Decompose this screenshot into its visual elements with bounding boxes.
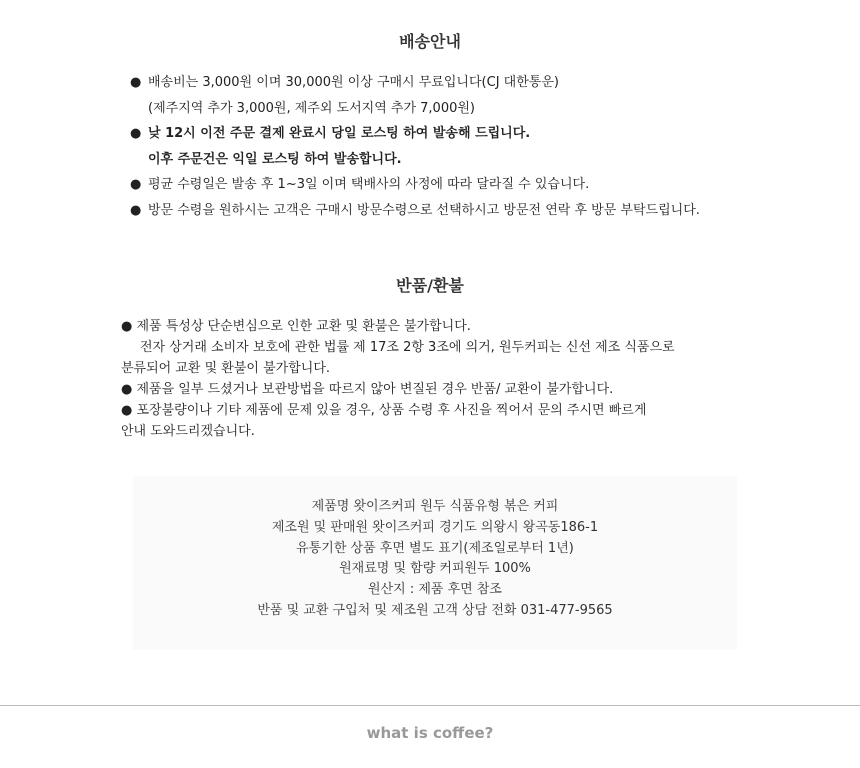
delivery-time-text: 평균 수령일은 발송 후 1~3일 이며 택배사의 사정에 따라 달라질 수 있습니다. <box>148 177 590 192</box>
shipping-fee-text: 배송비는 3,000원 이며 30,000원 이상 구매시 무료입니다(CJ 대한통운) <box>148 75 559 90</box>
bullet-icon: ● <box>130 202 142 218</box>
list-item <box>130 172 700 198</box>
origin-line: 원산지 : 제품 후면 참조 <box>368 582 502 598</box>
expiry-line: 유통기한 상품 후면 별도 표기(제조일로부터 1년) <box>296 540 574 556</box>
list-item <box>130 70 700 96</box>
footer-brand-text: what is coffee? <box>366 724 494 742</box>
ingredients-line: 원재료명 및 함량 커피원두 100% <box>339 561 531 577</box>
returns-line: 전자 상거래 소비자 보호에 관한 법률 제 17조 2항 3조에 의거, 원두커피는 신선 제조 식품으로 <box>140 340 675 355</box>
pickup-text: 방문 수령을 원하시는 고객은 구매시 방문수령으로 선택하시고 방문전 연락 후 방문 부탁드립니다. <box>148 202 700 218</box>
product-info-box <box>133 476 737 650</box>
product-name-line: 제품명 왓이즈커피 원두 식품유형 볶은 커피 <box>311 499 559 514</box>
list-item <box>130 96 700 122</box>
same-day-roasting-text: 낮 12시 이전 주문 결제 완료시 당일 로스팅 하여 발송해 드립니다. <box>148 126 531 141</box>
returns-line: ● 제품을 일부 드셨거나 보관방법을 따르지 않아 변질된 경우 반품/ 교환이 불가합니다. <box>121 382 614 397</box>
list-item <box>130 147 700 173</box>
returns-line: 분류되어 교환 및 환불이 불가합니다. <box>121 361 331 376</box>
next-day-roasting-text: 이후 주문건은 익일 로스팅 하여 발송합니다. <box>148 151 402 167</box>
footer-divider <box>0 705 860 706</box>
manufacturer-line: 제조원 및 판매원 왓이즈커피 경기도 의왕시 왕곡동186-1 <box>271 519 599 535</box>
list-item <box>130 198 700 224</box>
shipping-list <box>130 70 700 223</box>
returns-text <box>121 316 675 442</box>
bullet-icon: ● <box>130 126 142 141</box>
returns-line: 안내 도와드리겠습니다. <box>121 424 255 439</box>
shipping-title: 배송안내 <box>399 32 461 51</box>
bullet-icon: ● <box>130 75 142 90</box>
returns-line: ● 제품 특성상 단순변심으로 인한 교환 및 환불은 불가합니다. <box>121 319 471 334</box>
shipping-extra-fee-text: (제주지역 추가 3,000원, 제주외 도서지역 추가 7,000원) <box>148 100 475 116</box>
list-item <box>130 121 700 147</box>
returns-line: ● 포장불량이나 기타 제품에 문제 있을 경우, 상품 수령 후 사진을 찍어서 문의 주시면 빠르게 <box>121 403 647 418</box>
contact-line: 반품 및 교환 구입처 및 제조원 고객 상담 전화 031-477-9565 <box>257 602 613 618</box>
bullet-icon: ● <box>130 177 142 192</box>
returns-title: 반품/환불 <box>396 276 464 295</box>
